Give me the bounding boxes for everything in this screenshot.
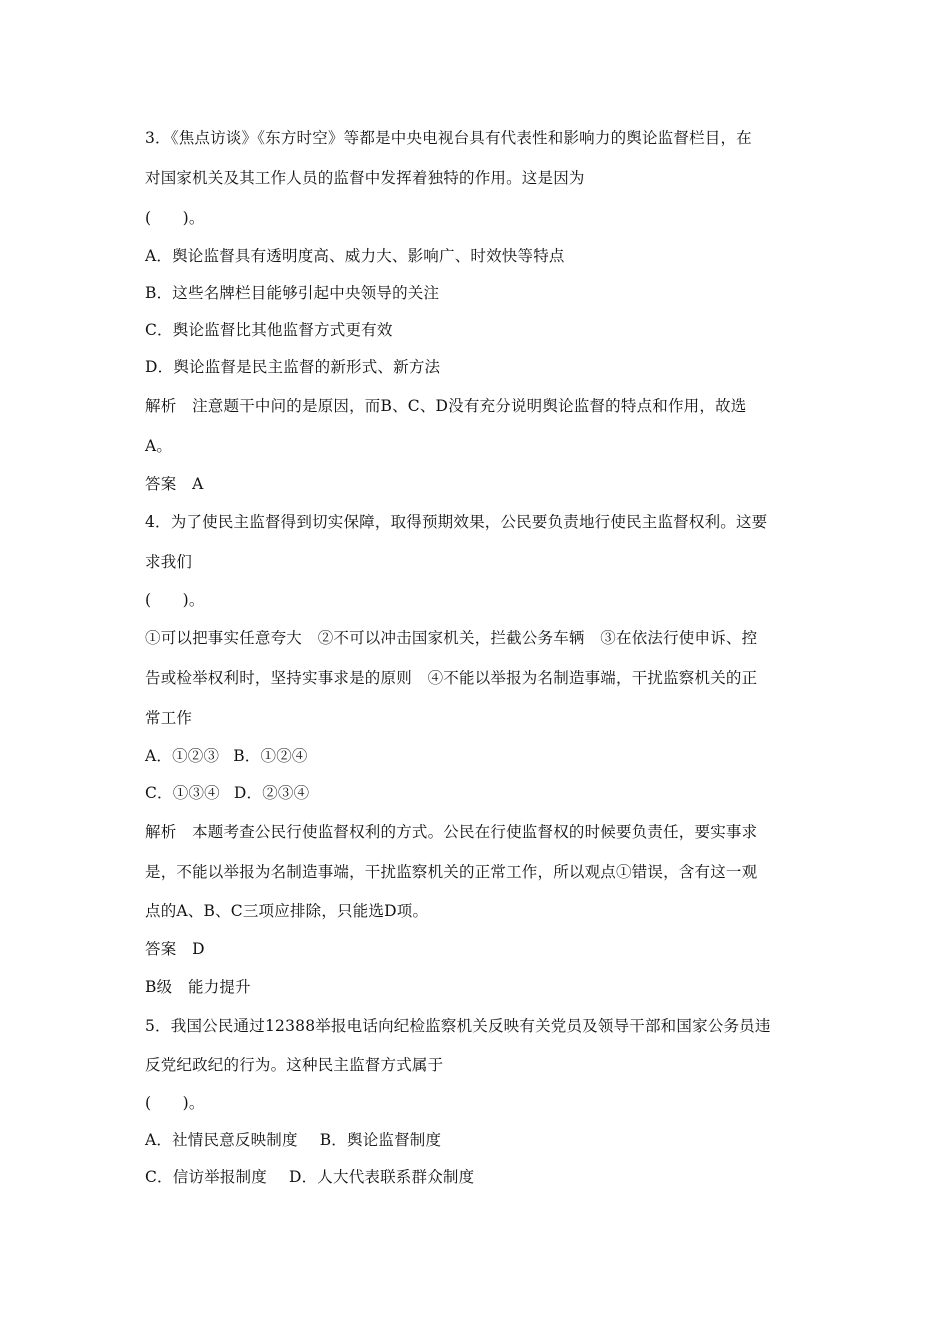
q3-stem-line-1: 3．《焦点访谈》《东方时空》等都是中央电视台具有代表性和影响力的舆论监督栏目，在 [145, 129, 752, 147]
q3-option-d: D．舆论监督是民主监督的新形式、新方法 [145, 358, 441, 376]
q4-options-row-2 [145, 783, 309, 803]
q3-option-a: A．舆论监督具有透明度高、威力大、影响广、时效快等特点 [145, 247, 565, 265]
q3-option-b: B．这些名牌栏目能够引起中央领导的关注 [145, 284, 440, 302]
q4-statements-line-1: ①可以把事实任意夸大 ②不可以冲击国家机关，拦截公务车辆 ③在依法行使申诉、控 [145, 629, 758, 647]
q5-stem-line-2: 反党纪政纪的行为。这种民主监督方式属于 [145, 1056, 444, 1074]
q3-analysis-line-1: 解析 注意题干中问的是原因，而B、C、D没有充分说明舆论监督的特点和作用，故选 [145, 397, 747, 415]
q3-analysis-line-2: A。 [145, 437, 173, 455]
q4-stem-line-2: 求我们 [145, 553, 193, 571]
q4-answer-blank: ( )。 [145, 591, 205, 609]
q3-option-c: C．舆论监督比其他监督方式更有效 [145, 321, 393, 339]
q4-option-d: D．②③④ [233, 784, 310, 802]
section-heading: B级 能力提升 [145, 978, 251, 996]
q4-answer: 答案 D [145, 940, 205, 958]
q4-statements-line-2: 告或检举权利时，坚持实事求是的原则 ④不能以举报为名制造事端，干扰监察机关的正 [145, 669, 758, 687]
q5-options-row-2 [145, 1167, 474, 1187]
q5-option-d: D．人大代表联系群众制度 [288, 1168, 475, 1186]
q3-answer: 答案 A [145, 475, 204, 493]
q3-stem-line-2: 对国家机关及其工作人员的监督中发挥着独特的作用。这是因为 [145, 169, 585, 187]
q4-stem-line-1: 4．为了使民主监督得到切实保障，取得预期效果，公民要负责地行使民主监督权利。这要 [145, 513, 768, 531]
q4-analysis-line-1: 解析 本题考查公民行使监督权利的方式。公民在行使监督权的时候要负责任，要实事求 [145, 823, 758, 841]
q5-answer-blank: ( )。 [145, 1094, 205, 1112]
q5-option-c: C．信访举报制度 [145, 1168, 267, 1186]
q3-answer-blank: ( )。 [145, 209, 205, 227]
q5-options-row-1 [145, 1130, 441, 1150]
q5-option-b: B．舆论监督制度 [319, 1131, 442, 1149]
q4-option-b: B．①②④ [233, 747, 308, 765]
q4-analysis-line-3: 点的A、B、C三项应排除，只能选D项。 [145, 902, 429, 920]
q4-statements-line-3: 常工作 [145, 709, 193, 727]
q4-options-row-1 [145, 746, 308, 766]
q4-option-a: A．①②③ [145, 747, 220, 765]
q4-analysis-line-2: 是，不能以举报为名制造事端，干扰监察机关的正常工作，所以观点①错误，含有这一观 [145, 863, 758, 881]
q4-option-c: C．①③④ [145, 784, 220, 802]
q5-option-a: A．社情民意反映制度 [145, 1131, 298, 1149]
q5-stem-line-1: 5．我国公民通过12388举报电话向纪检监察机关反映有关党员及领导干部和国家公务员违 [145, 1017, 771, 1035]
